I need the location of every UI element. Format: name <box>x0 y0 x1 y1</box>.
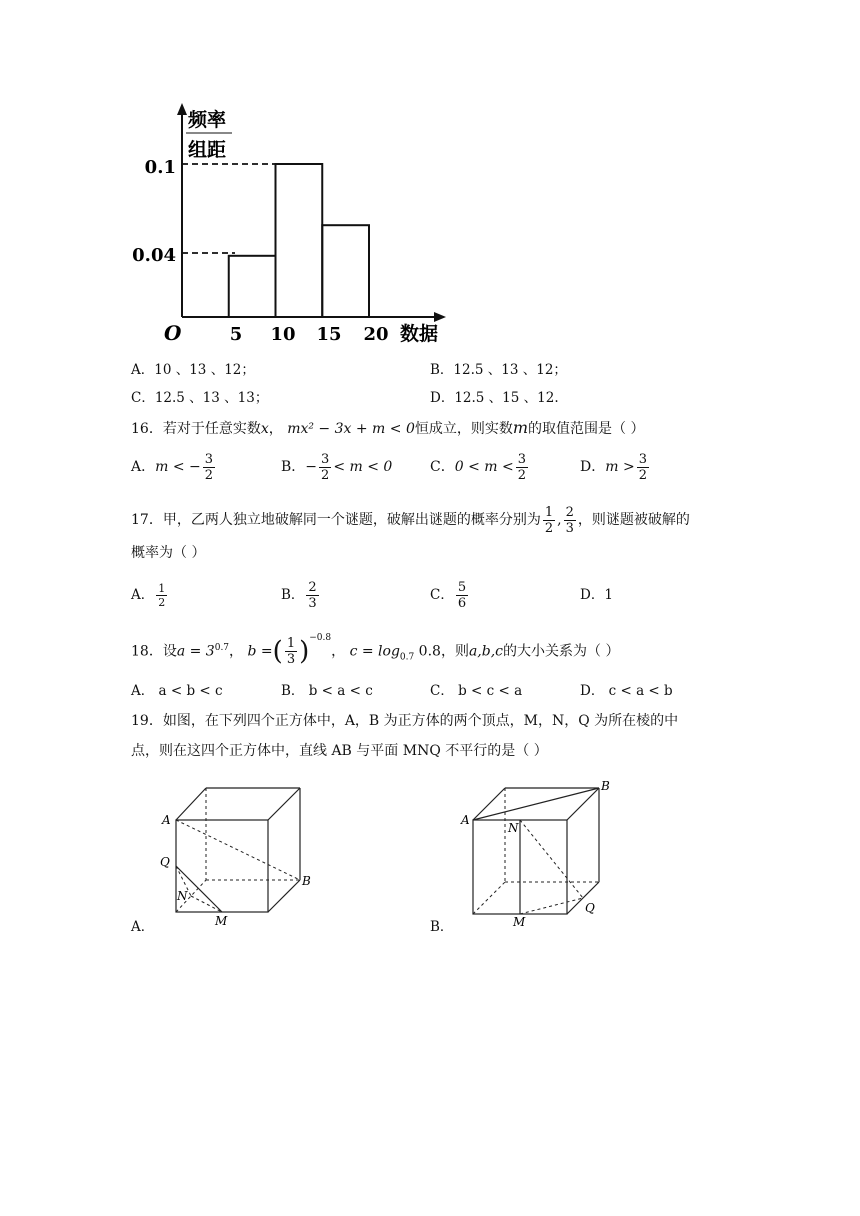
q18-lparen: ( <box>272 636 283 667</box>
cube-a-line-ab <box>176 820 300 880</box>
q16-stem-mid: 恒成立，则实数 <box>414 421 513 437</box>
cube-a-edge-br <box>268 880 300 912</box>
q17-option-c[interactable] <box>430 578 470 612</box>
q15-option-b[interactable]: B．12.5 、13 、12； <box>430 362 567 378</box>
q18-option-a[interactable]: A． a < b < c <box>131 683 223 699</box>
q16-c-expr: 0 < m < <box>454 459 514 475</box>
q16-c-label: C． <box>430 459 455 475</box>
q17-b-frac <box>306 580 318 611</box>
frac-den: 3 <box>565 520 574 536</box>
frac-num: 1 <box>286 636 296 652</box>
cube-a-label-n: N <box>177 889 188 903</box>
q17-c-label: C． <box>430 587 454 603</box>
x-tick-20: 20 <box>363 324 389 345</box>
frac-den: 3 <box>286 652 296 668</box>
histogram-bar-15-20 <box>322 225 369 317</box>
q15-option-a[interactable]: A．10 、13 、12； <box>131 362 255 378</box>
frac-num: 3 <box>517 451 526 467</box>
q17-option-d[interactable] <box>580 586 613 604</box>
q17-stem-line2: 概率为（ ） <box>131 545 206 561</box>
histogram-figure <box>120 95 460 355</box>
y-label-top: 频率 <box>188 109 227 131</box>
q16-option-d[interactable] <box>580 450 651 484</box>
q18-b-frac <box>285 636 297 667</box>
cube-b-line-mq <box>520 898 583 914</box>
q16-d-label: D． <box>580 459 606 475</box>
q16-c-frac <box>516 452 528 483</box>
x-tick-10: 10 <box>270 324 296 345</box>
q18-mid: ，则 <box>440 643 469 660</box>
q16-a-label: A． <box>131 459 156 475</box>
q16-option-b[interactable] <box>281 450 392 484</box>
q18-option-d[interactable]: D． c < a < b <box>580 683 673 699</box>
y-axis-arrow <box>177 103 187 115</box>
q18-b-def: b = <box>247 643 273 660</box>
cube-b-edge-tr <box>567 788 599 820</box>
q17-prefix: 17．甲，乙两人独立地破解同一个谜题，破解出谜题的概率分别为 <box>131 512 541 528</box>
q16-var-x: x <box>260 421 269 437</box>
frac-num: 3 <box>204 451 214 467</box>
q17-p2 <box>564 505 576 536</box>
q16-a-frac <box>203 452 215 483</box>
frac-num: 3 <box>638 451 647 467</box>
y-tick-0.1: 0.1 <box>144 157 176 178</box>
cube-b-edge-tl <box>473 788 505 820</box>
q19-stem-line1: 19．如图，在下列四个正方体中，A，B 为正方体的两个顶点，M，N，Q 为所在棱的中 <box>131 713 679 729</box>
q17-option-b[interactable] <box>281 578 321 612</box>
q17-p1 <box>543 505 555 536</box>
q16-option-c[interactable] <box>430 450 530 484</box>
y-tick-0.04: 0.04 <box>132 245 176 266</box>
frac-den: 2 <box>158 596 166 609</box>
cube-b-hidden-diagonal <box>473 882 505 914</box>
q18-c-def: c = log <box>349 643 400 660</box>
q17-c-frac <box>456 580 468 611</box>
q16-d-frac <box>637 452 649 483</box>
q18-c-base: 0.7 <box>399 652 415 663</box>
cube-figure-a <box>150 770 330 930</box>
cube-b-label-a: A <box>461 813 470 827</box>
cube-b-label-b: B <box>601 779 610 793</box>
frac-den: 2 <box>321 467 330 483</box>
frac-den: 2 <box>638 467 647 483</box>
q18-a-def: a = 3 <box>176 643 215 660</box>
histogram-bar-5-10 <box>229 256 276 317</box>
cube-b-label-q: Q <box>585 901 595 915</box>
frac-num: 1 <box>544 504 554 520</box>
q16-var-m: m <box>512 418 529 437</box>
q17-a-frac <box>156 582 167 609</box>
frac-den: 2 <box>204 467 214 483</box>
frac-num: 3 <box>321 451 330 467</box>
q15-option-c[interactable]: C．12.5 、13 、13； <box>131 390 269 406</box>
frac-num: 1 <box>158 582 166 595</box>
q16-option-a[interactable] <box>131 450 217 484</box>
q18-option-c[interactable]: C． b < c < a <box>430 683 523 699</box>
q15-option-d[interactable]: D．12.5 、15 、12. <box>430 390 559 406</box>
q16-stem: 16．若对于任意实数x， mx² − 3x + m < 0恒成立，则实数m的取值范围是（ ） <box>131 418 645 437</box>
q17-b-label: B． <box>281 587 305 603</box>
q16-b-frac <box>319 452 331 483</box>
cube-a-label-b: B <box>302 874 311 888</box>
q18-vars: a,b,c <box>468 643 504 660</box>
q16-b-expr-pre: − <box>305 459 318 475</box>
q18-rparen: ) <box>299 636 310 667</box>
cube-b-label-n: N <box>508 821 519 835</box>
q16-inequality: mx² − 3x + m < 0 <box>287 421 415 437</box>
cube-a-front-face <box>176 820 268 912</box>
histogram-bars <box>229 164 369 317</box>
cube-figure-b <box>455 770 645 930</box>
origin-label: O <box>164 321 182 345</box>
q16-b-label: B． <box>281 459 306 475</box>
q18-b-exp: −0.8 <box>309 633 332 643</box>
q16-d-expr: m > <box>605 459 635 475</box>
cube-a-label-m: M <box>215 914 228 928</box>
q18-c-arg: 0.8 <box>414 643 441 660</box>
q19-option-b[interactable]: B． <box>430 919 454 935</box>
cube-b-line-ab <box>473 788 599 820</box>
q16-b-expr-post: < m < 0 <box>333 459 393 475</box>
frac-num: 5 <box>457 580 467 595</box>
frac-num: 2 <box>308 580 317 595</box>
cube-a-line-nm <box>191 896 222 912</box>
q18-stem: 18．设$a = 3^{0.7}$， b =( $\frac{1}{3}$ )$^{-0.8}$， $c = \log_{0.7} 0.8$，则a,b,c的大小关系为（ ） <box>131 633 620 668</box>
q17-d-value: 1 <box>604 587 613 603</box>
q16-a-expr: m < − <box>155 459 201 475</box>
x-axis-label: 数据 <box>400 323 439 345</box>
frac-den: 2 <box>517 467 526 483</box>
q16-stem-suffix: 的取值范围是（ ） <box>528 421 645 437</box>
q17-stem-line1: 17．甲，乙两人独立地破解同一个谜题，破解出谜题的概率分别为 $\frac{1}{2}$ , $\frac{2}{3}$ ，则谜题被破解的 <box>131 504 690 536</box>
cube-a-edge-tr <box>268 788 300 820</box>
histogram-bar-10-15 <box>276 164 323 317</box>
frac-den: 6 <box>457 596 467 611</box>
x-axis-arrow <box>434 312 446 322</box>
cube-b-label-m: M <box>513 915 526 929</box>
q17-option-a[interactable] <box>131 578 169 612</box>
q18-a-exp: 0.7 <box>214 643 230 653</box>
frac-den: 3 <box>308 596 317 611</box>
q18-prefix: 18．设 <box>131 643 177 660</box>
q19-option-a[interactable]: A． <box>131 919 155 935</box>
x-tick-15: 15 <box>316 324 342 345</box>
cube-a-edge-tl <box>176 788 206 820</box>
cube-a-label-a: A <box>162 813 171 827</box>
q16-stem-prefix: 16．若对于任意实数 <box>131 421 261 437</box>
q17-d-label: D． <box>580 587 605 603</box>
q17-a-label: A． <box>131 587 155 603</box>
cube-b-line-nq <box>520 820 583 898</box>
x-tick-5: 5 <box>229 324 243 345</box>
frac-num: 2 <box>565 504 574 520</box>
cube-a-label-q: Q <box>160 855 170 869</box>
q19-stem-line2: 点，则在这四个正方体中，直线 AB 与平面 MNQ 不平行的是（ ） <box>131 743 548 759</box>
frac-den: 2 <box>544 520 554 536</box>
q17-suffix: ，则谜题被破解的 <box>577 512 690 528</box>
y-label-bottom: 组距 <box>188 139 227 161</box>
q18-suffix: 的大小关系为（ ） <box>503 643 620 660</box>
q18-option-b[interactable]: B． b < a < c <box>281 683 373 699</box>
